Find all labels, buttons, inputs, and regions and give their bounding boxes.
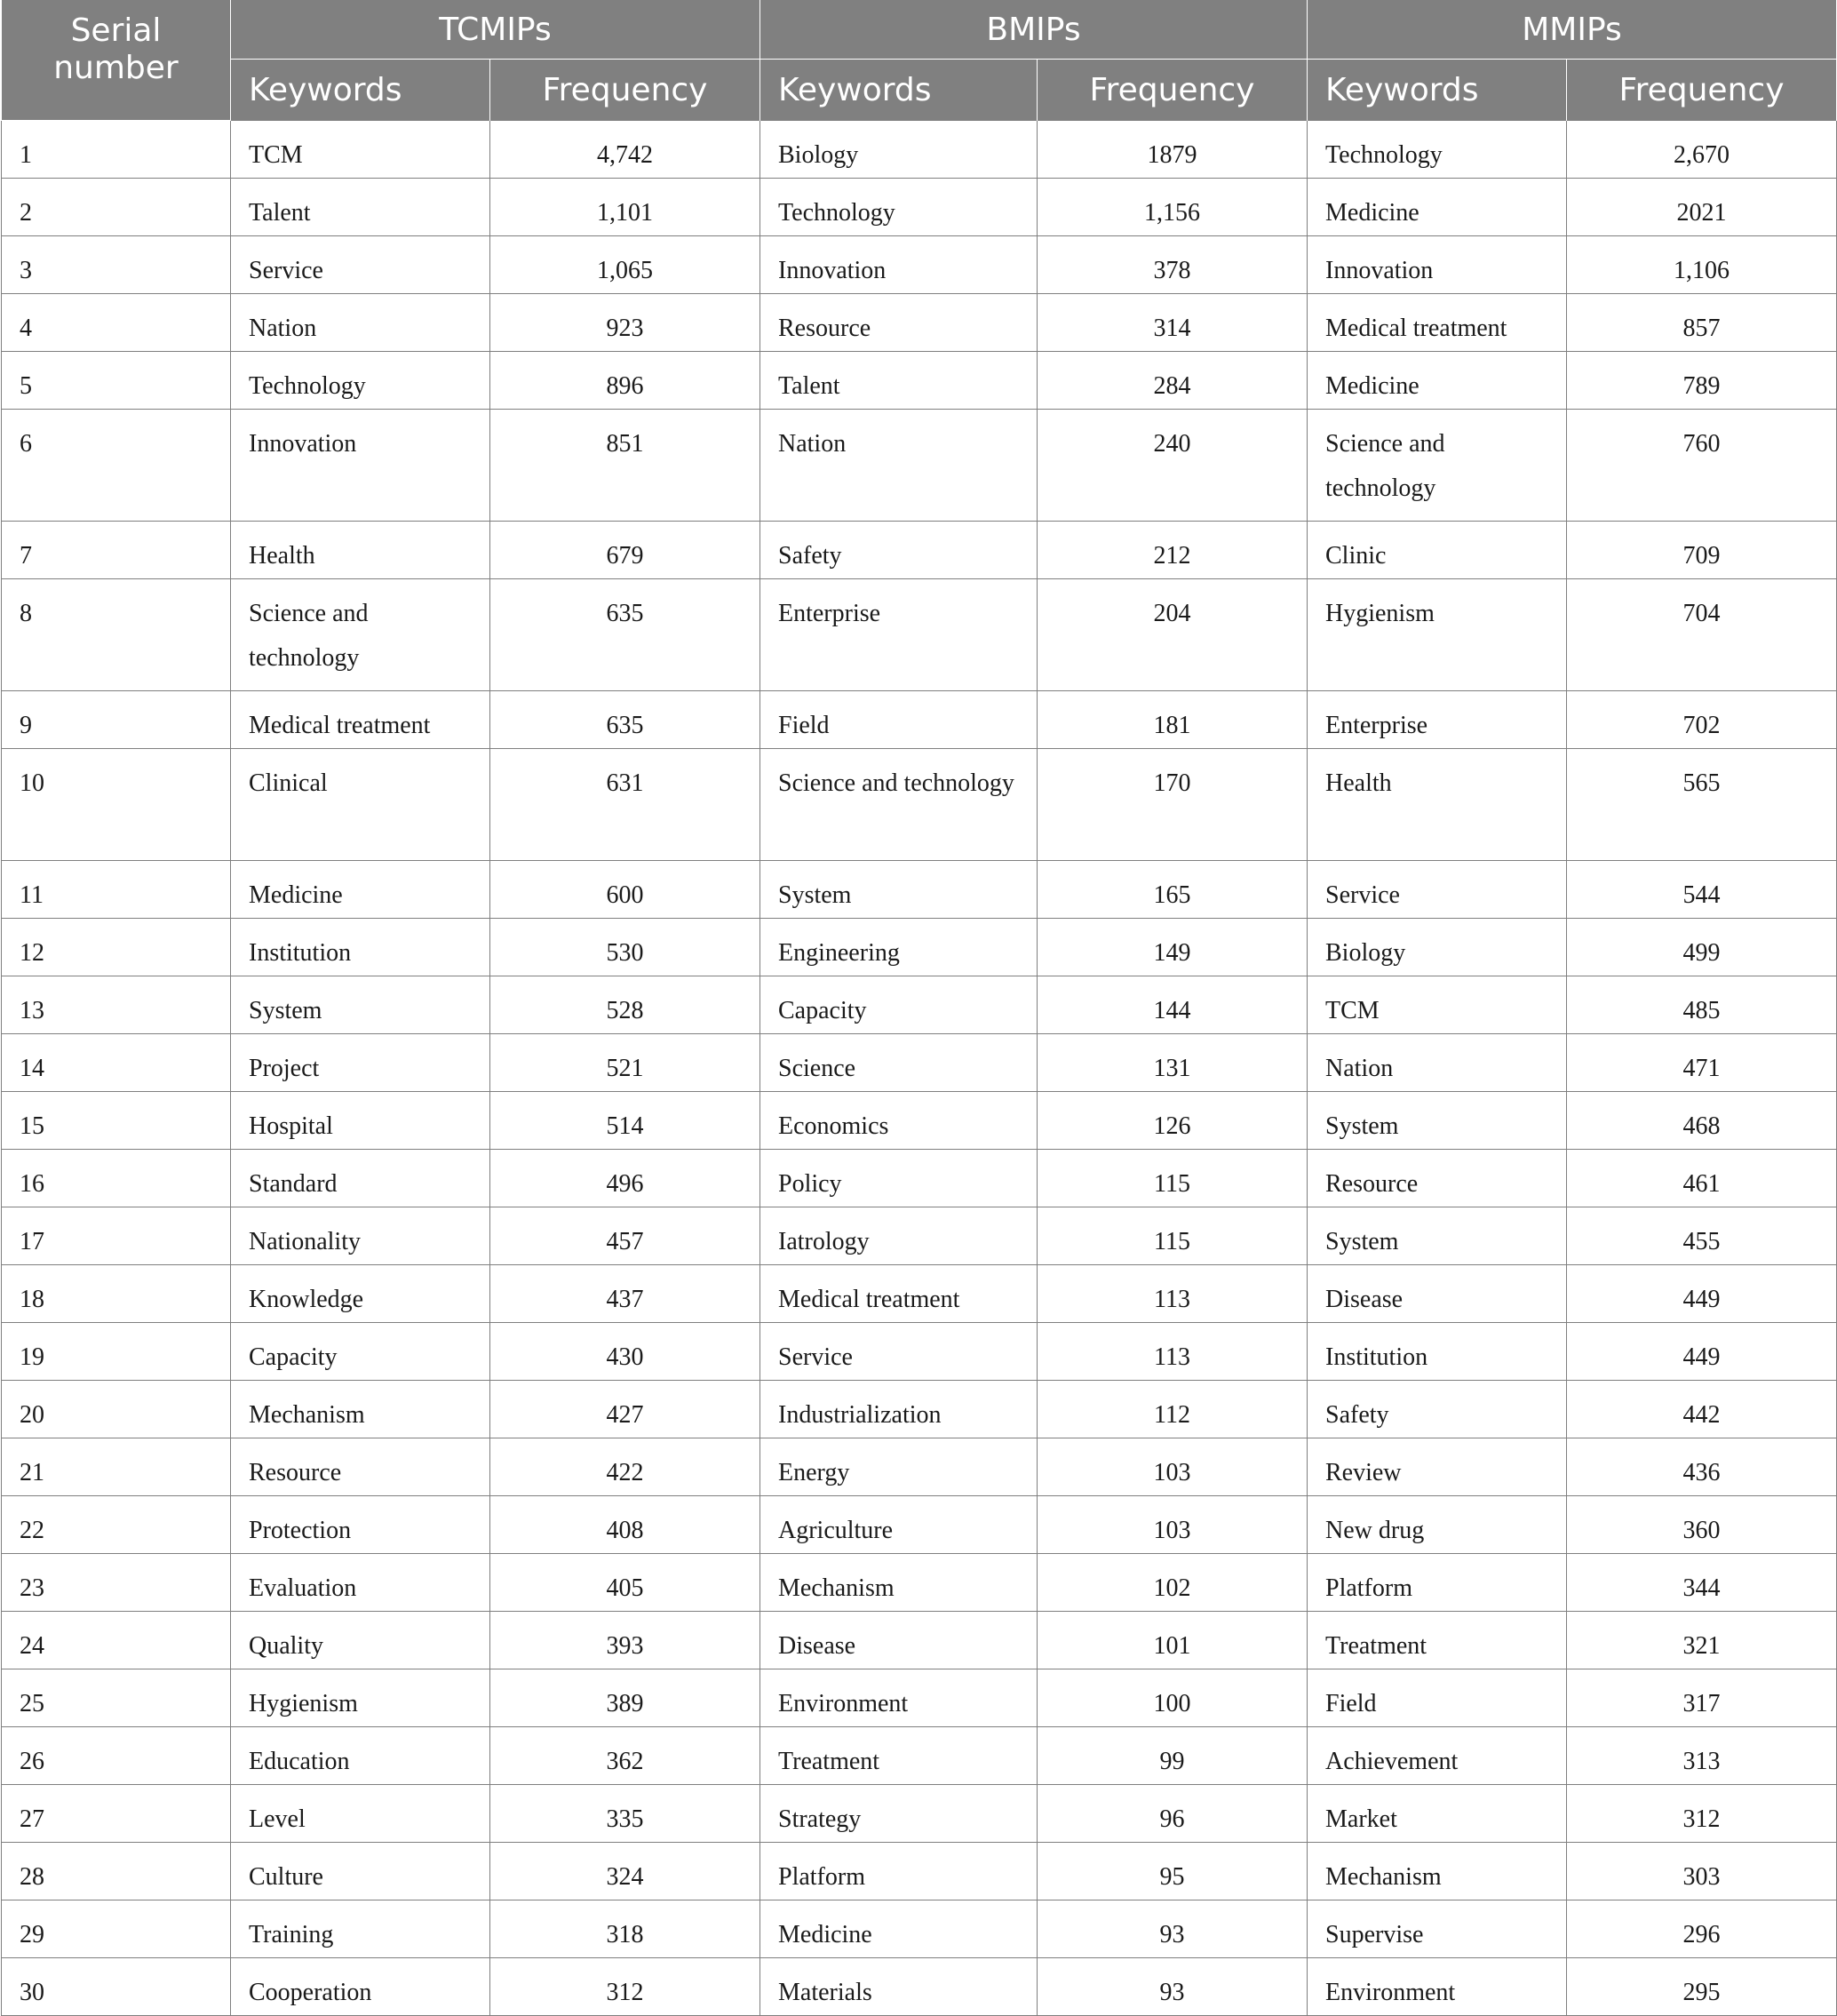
tcmips-keyword-cell: Training [231,1900,490,1958]
tcmips-frequency-cell: 521 [490,1034,760,1092]
mmips-frequency-cell: 312 [1567,1785,1837,1843]
mmips-frequency-cell: 455 [1567,1207,1837,1265]
frequency-header: Frequency [1038,60,1308,121]
tcmips-keyword-cell: Medicine [231,861,490,919]
table-row [2,121,1837,179]
bmips-frequency-cell: 112 [1038,1381,1308,1438]
table-row [2,1785,1837,1843]
bmips-frequency-cell: 1879 [1038,121,1308,179]
mmips-keyword-cell: TCM [1308,976,1567,1034]
mmips-keyword-cell: System [1308,1207,1567,1265]
mmips-frequency-cell: 499 [1567,919,1837,976]
serial-number-cell: 29 [2,1900,231,1958]
serial-number-cell: 16 [2,1150,231,1207]
group-header-mmips: MMIPs [1308,0,1837,60]
table-row [2,1900,1837,1958]
bmips-frequency-cell: 314 [1038,294,1308,352]
serial-number-cell: 27 [2,1785,231,1843]
table-row [2,919,1837,976]
table-row [2,1438,1837,1496]
tcmips-frequency-cell: 437 [490,1265,760,1323]
bmips-keyword-cell: Economics [760,1092,1038,1150]
serial-number-cell: 5 [2,352,231,410]
mmips-keyword-cell: New drug [1308,1496,1567,1554]
tcmips-frequency-cell: 4,742 [490,121,760,179]
bmips-keyword-cell: Disease [760,1612,1038,1669]
serial-number-cell: 10 [2,749,231,861]
tcmips-keyword-cell: Medical treatment [231,691,490,749]
mmips-keyword-cell: Health [1308,749,1567,861]
tcmips-keyword-cell: Cooperation [231,1958,490,2016]
mmips-frequency-cell: 442 [1567,1381,1837,1438]
bmips-keyword-cell: Iatrology [760,1207,1038,1265]
bmips-frequency-cell: 170 [1038,749,1308,861]
tcmips-keyword-cell: Hospital [231,1092,490,1150]
table-row [2,976,1837,1034]
keywords-header: Keywords [231,60,490,121]
serial-number-cell: 21 [2,1438,231,1496]
mmips-keyword-cell: Achievement [1308,1727,1567,1785]
bmips-keyword-cell: Technology [760,179,1038,236]
bmips-keyword-cell: Service [760,1323,1038,1381]
bmips-frequency-cell: 212 [1038,522,1308,579]
mmips-frequency-cell: 449 [1567,1265,1837,1323]
bmips-keyword-cell: Resource [760,294,1038,352]
serial-number-cell: 30 [2,1958,231,2016]
table-row [2,579,1837,691]
bmips-frequency-cell: 144 [1038,976,1308,1034]
mmips-keyword-cell: System [1308,1092,1567,1150]
tcmips-keyword-cell: Institution [231,919,490,976]
tcmips-keyword-cell: Hygienism [231,1669,490,1727]
tcmips-frequency-cell: 635 [490,691,760,749]
tcmips-keyword-cell: Evaluation [231,1554,490,1612]
table-row [2,1150,1837,1207]
bmips-keyword-cell: Agriculture [760,1496,1038,1554]
bmips-frequency-cell: 181 [1038,691,1308,749]
bmips-frequency-cell: 240 [1038,410,1308,522]
table-row [2,352,1837,410]
table-body [2,121,1837,2016]
mmips-frequency-cell: 295 [1567,1958,1837,2016]
mmips-keyword-cell: Environment [1308,1958,1567,2016]
bmips-keyword-cell: Enterprise [760,579,1038,691]
tcmips-frequency-cell: 389 [490,1669,760,1727]
bmips-frequency-cell: 113 [1038,1265,1308,1323]
bmips-frequency-cell: 103 [1038,1496,1308,1554]
tcmips-keyword-cell: Mechanism [231,1381,490,1438]
mmips-frequency-cell: 702 [1567,691,1837,749]
bmips-keyword-cell: Platform [760,1843,1038,1900]
table-row [2,691,1837,749]
mmips-keyword-cell: Innovation [1308,236,1567,294]
bmips-frequency-cell: 93 [1038,1958,1308,2016]
tcmips-frequency-cell: 430 [490,1323,760,1381]
mmips-keyword-cell: Treatment [1308,1612,1567,1669]
group-header-bmips: BMIPs [760,0,1308,60]
mmips-frequency-cell: 296 [1567,1900,1837,1958]
bmips-keyword-cell: Innovation [760,236,1038,294]
tcmips-frequency-cell: 631 [490,749,760,861]
tcmips-frequency-cell: 679 [490,522,760,579]
mmips-keyword-cell: Nation [1308,1034,1567,1092]
bmips-keyword-cell: Biology [760,121,1038,179]
serial-number-cell: 3 [2,236,231,294]
mmips-frequency-cell: 468 [1567,1092,1837,1150]
serial-number-cell: 25 [2,1669,231,1727]
mmips-keyword-cell: Biology [1308,919,1567,976]
mmips-frequency-cell: 344 [1567,1554,1837,1612]
bmips-keyword-cell: Capacity [760,976,1038,1034]
tcmips-keyword-cell: Resource [231,1438,490,1496]
mmips-keyword-cell: Safety [1308,1381,1567,1438]
mmips-keyword-cell: Disease [1308,1265,1567,1323]
serial-number-cell: 24 [2,1612,231,1669]
table-row [2,1034,1837,1092]
mmips-keyword-cell: Hygienism [1308,579,1567,691]
bmips-frequency-cell: 126 [1038,1092,1308,1150]
mmips-keyword-cell: Resource [1308,1150,1567,1207]
table-row [2,236,1837,294]
mmips-keyword-cell: Service [1308,861,1567,919]
tcmips-keyword-cell: Level [231,1785,490,1843]
bmips-keyword-cell: Materials [760,1958,1038,2016]
tcmips-keyword-cell: Standard [231,1150,490,1207]
mmips-keyword-cell: Medical treatment [1308,294,1567,352]
mmips-frequency-cell: 485 [1567,976,1837,1034]
bmips-keyword-cell: Safety [760,522,1038,579]
bmips-frequency-cell: 115 [1038,1150,1308,1207]
tcmips-keyword-cell: Project [231,1034,490,1092]
table-row [2,1381,1837,1438]
bmips-keyword-cell: Field [760,691,1038,749]
mmips-keyword-cell: Medicine [1308,352,1567,410]
bmips-keyword-cell: Treatment [760,1727,1038,1785]
tcmips-frequency-cell: 896 [490,352,760,410]
tcmips-frequency-cell: 1,101 [490,179,760,236]
tcmips-keyword-cell: Nationality [231,1207,490,1265]
mmips-keyword-cell: Field [1308,1669,1567,1727]
mmips-keyword-cell: Mechanism [1308,1843,1567,1900]
bmips-frequency-cell: 99 [1038,1727,1308,1785]
tcmips-frequency-cell: 324 [490,1843,760,1900]
mmips-frequency-cell: 303 [1567,1843,1837,1900]
serial-number-header: Serial number [2,0,231,121]
bmips-keyword-cell: Medicine [760,1900,1038,1958]
tcmips-keyword-cell: Service [231,236,490,294]
bmips-keyword-cell: Strategy [760,1785,1038,1843]
table-row [2,1265,1837,1323]
tcmips-frequency-cell: 496 [490,1150,760,1207]
serial-number-cell: 11 [2,861,231,919]
table-row [2,749,1837,861]
mmips-frequency-cell: 449 [1567,1323,1837,1381]
bmips-frequency-cell: 113 [1038,1323,1308,1381]
table-row [2,1323,1837,1381]
mmips-frequency-cell: 360 [1567,1496,1837,1554]
tcmips-frequency-cell: 457 [490,1207,760,1265]
serial-number-cell: 18 [2,1265,231,1323]
mmips-frequency-cell: 321 [1567,1612,1837,1669]
keyword-frequency-table [1,0,1837,2016]
mmips-frequency-cell: 544 [1567,861,1837,919]
tcmips-keyword-cell: Quality [231,1612,490,1669]
tcmips-keyword-cell: Clinical [231,749,490,861]
table-row [2,522,1837,579]
table-row [2,1554,1837,1612]
tcmips-keyword-cell: Talent [231,179,490,236]
bmips-frequency-cell: 284 [1038,352,1308,410]
mmips-frequency-cell: 317 [1567,1669,1837,1727]
bmips-frequency-cell: 204 [1038,579,1308,691]
serial-number-cell: 1 [2,121,231,179]
bmips-frequency-cell: 101 [1038,1612,1308,1669]
mmips-frequency-cell: 709 [1567,522,1837,579]
serial-number-cell: 8 [2,579,231,691]
mmips-frequency-cell: 1,106 [1567,236,1837,294]
table-header [2,0,1837,121]
mmips-keyword-cell: Technology [1308,121,1567,179]
tcmips-frequency-cell: 427 [490,1381,760,1438]
tcmips-keyword-cell: Capacity [231,1323,490,1381]
tcmips-keyword-cell: Culture [231,1843,490,1900]
mmips-frequency-cell: 313 [1567,1727,1837,1785]
mmips-frequency-cell: 2021 [1567,179,1837,236]
mmips-frequency-cell: 436 [1567,1438,1837,1496]
tcmips-frequency-cell: 393 [490,1612,760,1669]
serial-number-cell: 9 [2,691,231,749]
mmips-keyword-cell: Institution [1308,1323,1567,1381]
tcmips-keyword-cell: Health [231,522,490,579]
bmips-keyword-cell: Mechanism [760,1554,1038,1612]
mmips-frequency-cell: 461 [1567,1150,1837,1207]
mmips-keyword-cell: Clinic [1308,522,1567,579]
bmips-keyword-cell: Science and technology [760,749,1038,861]
tcmips-keyword-cell: Education [231,1727,490,1785]
table-row [2,1496,1837,1554]
serial-number-cell: 17 [2,1207,231,1265]
tcmips-frequency-cell: 408 [490,1496,760,1554]
bmips-frequency-cell: 1,156 [1038,179,1308,236]
tcmips-frequency-cell: 312 [490,1958,760,2016]
tcmips-frequency-cell: 528 [490,976,760,1034]
bmips-frequency-cell: 102 [1038,1554,1308,1612]
keywords-header: Keywords [760,60,1038,121]
bmips-keyword-cell: Engineering [760,919,1038,976]
bmips-keyword-cell: Policy [760,1150,1038,1207]
table-row [2,1958,1837,2016]
serial-number-cell: 4 [2,294,231,352]
tcmips-keyword-cell: Protection [231,1496,490,1554]
mmips-keyword-cell: Enterprise [1308,691,1567,749]
bmips-frequency-cell: 103 [1038,1438,1308,1496]
table-row [2,294,1837,352]
serial-number-cell: 13 [2,976,231,1034]
tcmips-frequency-cell: 405 [490,1554,760,1612]
frequency-header: Frequency [1567,60,1837,121]
tcmips-keyword-cell: TCM [231,121,490,179]
tcmips-frequency-cell: 635 [490,579,760,691]
serial-number-cell: 19 [2,1323,231,1381]
tcmips-keyword-cell: Nation [231,294,490,352]
bmips-frequency-cell: 378 [1038,236,1308,294]
mmips-keyword-cell: Supervise [1308,1900,1567,1958]
bmips-keyword-cell: Talent [760,352,1038,410]
serial-number-cell: 6 [2,410,231,522]
group-header-tcmips: TCMIPs [231,0,760,60]
tcmips-frequency-cell: 335 [490,1785,760,1843]
table-row [2,861,1837,919]
table-row [2,1669,1837,1727]
tcmips-frequency-cell: 923 [490,294,760,352]
table-row [2,179,1837,236]
tcmips-frequency-cell: 600 [490,861,760,919]
mmips-frequency-cell: 789 [1567,352,1837,410]
serial-number-cell: 2 [2,179,231,236]
bmips-frequency-cell: 96 [1038,1785,1308,1843]
tcmips-keyword-cell: Innovation [231,410,490,522]
mmips-keyword-cell: Market [1308,1785,1567,1843]
tcmips-keyword-cell: Science and technology [231,579,490,691]
serial-number-cell: 26 [2,1727,231,1785]
table-row [2,1727,1837,1785]
table-row [2,1843,1837,1900]
tcmips-keyword-cell: System [231,976,490,1034]
tcmips-frequency-cell: 422 [490,1438,760,1496]
bmips-frequency-cell: 93 [1038,1900,1308,1958]
bmips-keyword-cell: Nation [760,410,1038,522]
serial-number-cell: 14 [2,1034,231,1092]
tcmips-keyword-cell: Knowledge [231,1265,490,1323]
bmips-frequency-cell: 100 [1038,1669,1308,1727]
mmips-keyword-cell: Science and technology [1308,410,1567,522]
mmips-frequency-cell: 565 [1567,749,1837,861]
serial-number-cell: 28 [2,1843,231,1900]
mmips-frequency-cell: 760 [1567,410,1837,522]
mmips-keyword-cell: Review [1308,1438,1567,1496]
table-row [2,410,1837,522]
serial-number-cell: 15 [2,1092,231,1150]
tcmips-frequency-cell: 362 [490,1727,760,1785]
tcmips-frequency-cell: 318 [490,1900,760,1958]
mmips-keyword-cell: Medicine [1308,179,1567,236]
bmips-keyword-cell: Science [760,1034,1038,1092]
tcmips-frequency-cell: 530 [490,919,760,976]
serial-number-cell: 22 [2,1496,231,1554]
bmips-keyword-cell: Industrialization [760,1381,1038,1438]
keywords-header: Keywords [1308,60,1567,121]
bmips-keyword-cell: Environment [760,1669,1038,1727]
bmips-keyword-cell: System [760,861,1038,919]
mmips-frequency-cell: 471 [1567,1034,1837,1092]
bmips-frequency-cell: 131 [1038,1034,1308,1092]
bmips-keyword-cell: Medical treatment [760,1265,1038,1323]
mmips-keyword-cell: Platform [1308,1554,1567,1612]
tcmips-frequency-cell: 514 [490,1092,760,1150]
tcmips-frequency-cell: 1,065 [490,236,760,294]
tcmips-frequency-cell: 851 [490,410,760,522]
bmips-frequency-cell: 165 [1038,861,1308,919]
tcmips-keyword-cell: Technology [231,352,490,410]
serial-number-cell: 23 [2,1554,231,1612]
bmips-frequency-cell: 115 [1038,1207,1308,1265]
table-row [2,1092,1837,1150]
mmips-frequency-cell: 704 [1567,579,1837,691]
mmips-frequency-cell: 2,670 [1567,121,1837,179]
bmips-keyword-cell: Energy [760,1438,1038,1496]
serial-number-cell: 12 [2,919,231,976]
table-row [2,1207,1837,1265]
bmips-frequency-cell: 149 [1038,919,1308,976]
serial-number-cell: 20 [2,1381,231,1438]
mmips-frequency-cell: 857 [1567,294,1837,352]
serial-number-cell: 7 [2,522,231,579]
bmips-frequency-cell: 95 [1038,1843,1308,1900]
frequency-header: Frequency [490,60,760,121]
table-row [2,1612,1837,1669]
